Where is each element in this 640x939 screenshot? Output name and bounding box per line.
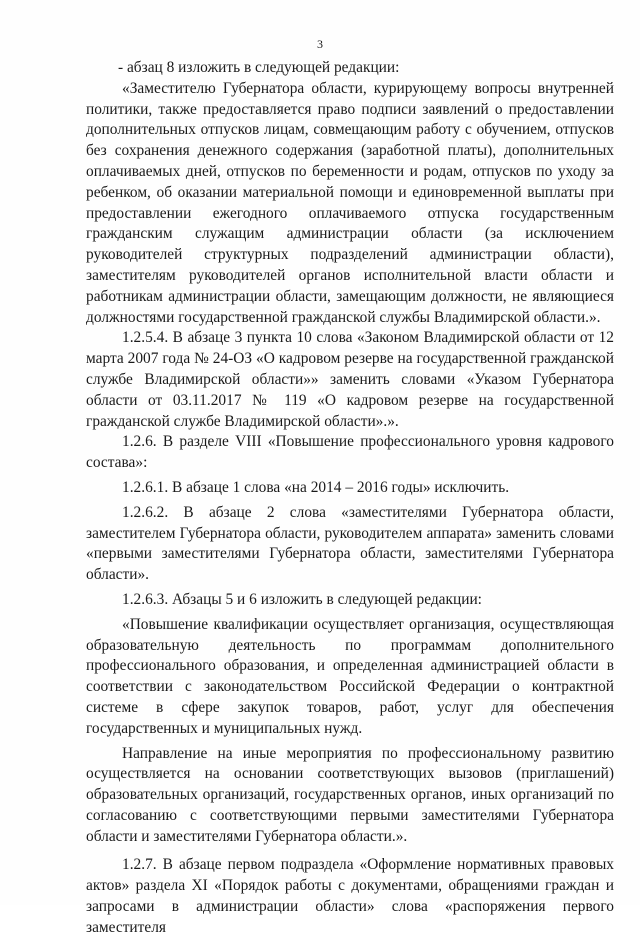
page-number: 3 (317, 37, 323, 51)
paragraph-7: 1.2.6.3. Абзацы 5 и 6 изложить в следующей редакции: (122, 590, 482, 608)
paragraph-3: 1.2.5.4. В абзаце 3 пункта 10 слова «Законом Владимирской области от 12 марта 2007 года № 24-ОЗ «О кадровом резерве на государственной гражданской службе Владимирской области»» заменить словами «Указом Губернатора области от 03.11.2017 № 119 «О кадровом резерве на государственной гражданской службе Владимирской области».». (86, 329, 614, 430)
paragraph-4: 1.2.6. В разделе VIII «Повышение профессионального уровня кадрового состава»: (86, 433, 614, 472)
paragraph-5: 1.2.6.1. В абзаце 1 слова «на 2014 – 2016 годы» исключить. (122, 478, 510, 496)
paragraph-10: 1.2.7. В абзаце первом подраздела «Оформление нормативных правовых актов» раздела XI «Порядок работы с документами, обращениями граждан и запросами в администрации области» слова «распоряжения первого заместителя (86, 856, 614, 936)
document-body (86, 58, 614, 939)
paragraph-2: «Заместителю Губернатора области, курирующему вопросы внутренней политики, также предоставляется право подписи заявлений о предоставлении дополнительных отпусков лицам, совмещающим работу с обучением, отпусков без сохранения денежного содержания (заработной платы), дополнительных оплачиваемых дней, отпусков по беременности и родам, отпусков по уходу за ребенком, об оказании материальной помощи и единовременной выплаты при предоставлении ежегодного оплачиваемого отпуска государственным гражданским служащим администрации области (за исключением руководителей структурных подразделений администрации области), заместителям руководителей органов исполнительной власти области и работникам администрации области, замещающим должности, не являющиеся должностями государственной гражданской службы Владимирской области.». (86, 79, 614, 326)
paragraph-9: Направление на иные мероприятия по профессиональному развитию осуществляется на основании соответствующих вызовов (приглашений) образовательных организаций, государственных органов, иных организаций по согласованию с соответствующими первыми заместителями Губернатора области и заместителями Губернатора области.». (86, 744, 614, 845)
paragraph-8: «Повышение квалификации осуществляет организация, осуществляющая образовательную деятельность по программам дополнительного профессионального образования, и определенная администрацией области в соответствии с законодательством Российской Федерации о контрактной системе в сфере закупок товаров, работ, услуг для обеспечения государственных и муниципальных нужд. (86, 615, 614, 737)
paragraph-6: 1.2.6.2. В абзаце 2 слова «заместителями Губернатора области, заместителем Губернатора области, руководителем аппарата» заменить словами «первыми заместителями Губернатора области, заместителями Губернатора области». (86, 503, 614, 584)
paragraph-1: - абзац 8 изложить в следующей редакции: (118, 59, 400, 76)
